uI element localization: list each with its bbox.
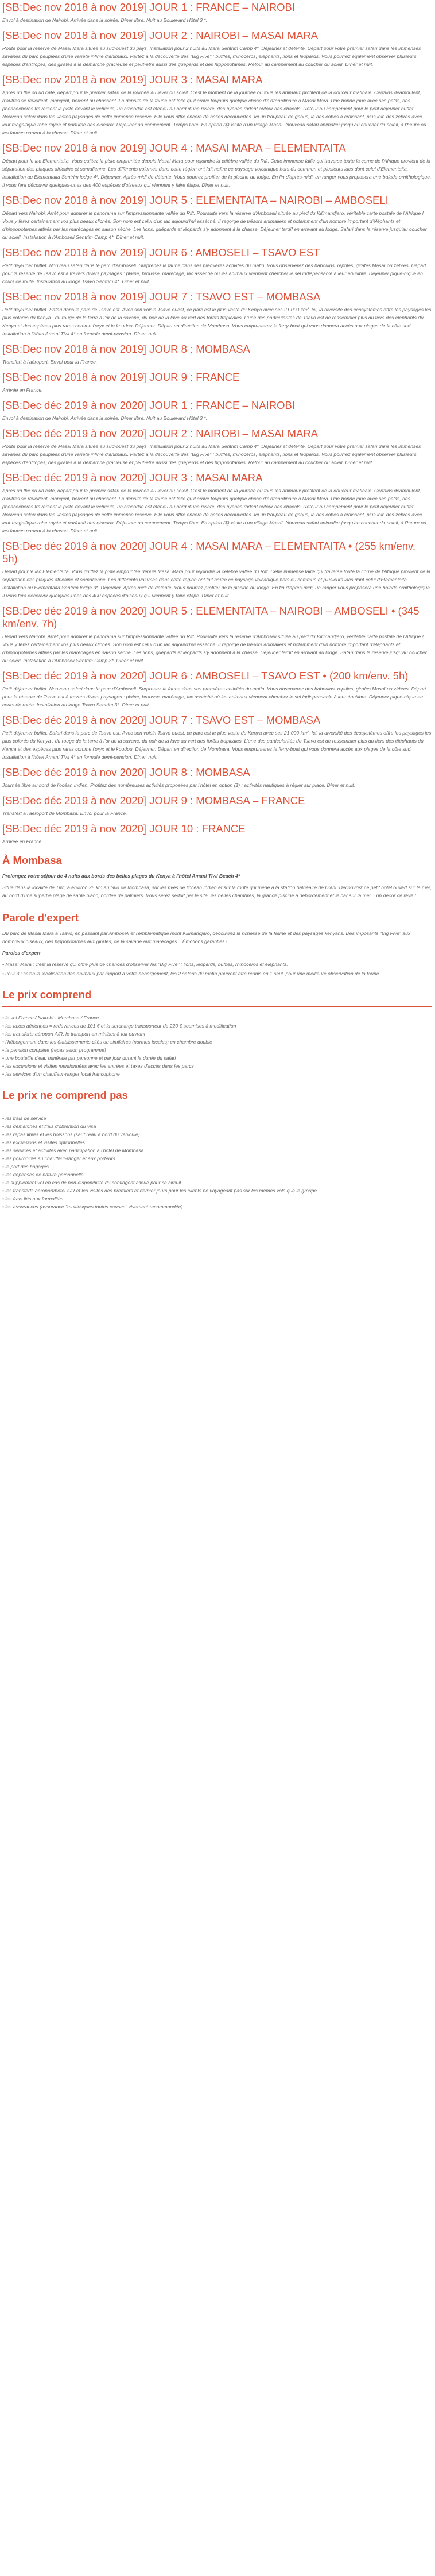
day-title: [SB:Dec nov 2018 à nov 2019] JOUR 2 : NAIROBI – MASAI MARA bbox=[2, 29, 319, 41]
expert-note-2: • Jour 3 : selon la localisation des animaux par rapport à votre hébergement, les 2 safaris du matin pourront être réunis en 1 seul, pour une meilleure observation de la faune. bbox=[2, 971, 380, 976]
day-title: [SB:Dec nov 2018 à nov 2019] JOUR 3 : MASAI MARA bbox=[2, 74, 263, 86]
day-section bbox=[2, 194, 432, 241]
day-title: [SB:Dec déc 2019 à nov 2020] JOUR 2 : NAIROBI – MASAI MARA bbox=[2, 427, 319, 439]
list-item: • les assurances (assurance "multirisques toutes causes" vivement recommandée) bbox=[2, 1203, 432, 1211]
expert-subheading-text: Paroles d'expert bbox=[2, 950, 41, 956]
day-description: Départ vers Nairobi. Arrêt pour admirer le panorama sur l'impressionnante vallée du Rift. Poursuite vers la réserve d'Amboseli située au pied du Kilimandjaro, véritable carte postale de l'Afrique ! Vous y ferez certainement vos plus beaux clichés. Son nom est celui d'un lac aujourd'hui asséché. Il regorge de trésors animaliers et notamment d'un nombre important d'éléphants et d'hippopotames attirés par les marécages en saison sèche. Les lions, guépards et léopards s'y adonnent à la chasse. Déjeuner tardif en arrivant au lodge. Safari dans la réserve jusqu'au coucher du soleil. Installation à l'Amboseli Sentrim Camp 3*. Dîner et nuit. bbox=[2, 634, 427, 663]
day-section bbox=[2, 472, 432, 535]
day-section bbox=[2, 766, 432, 789]
day-description: Journée libre au bord de l'océan Indien. Profitez des nombreuses activités proposées par l'hôtel en option ($) : activités nautiques à régler sur place. Dîner et nuit. bbox=[2, 782, 355, 788]
mombasa-description: Situé dans la localité de Tiwi, à environ 25 km au Sud de Mombasa, sur les rives de l'océan Indien et sur la route qui mène à la station balnéaire de Diani. Découvrez ce petit hôtel ouvert sur la mer, au bord d'une superbe plage de sable blanc, bordée de palmiers. Vous serez séduit par le site, les belles chambres, la grande piscine à débordement et le bar sur la mer... un décor de rêve ! bbox=[2, 885, 432, 898]
day-section bbox=[2, 371, 432, 394]
day-title: [SB:Dec déc 2019 à nov 2020] JOUR 10 : FRANCE bbox=[2, 822, 246, 835]
day-section bbox=[2, 670, 432, 709]
day-title: [SB:Dec déc 2019 à nov 2020] JOUR 4 : MASAI MARA – ELEMENTAITA • (255 km/env. 5h) bbox=[2, 540, 416, 565]
day-description: Après un thé ou un café, départ pour le premier safari de la journée au lever du soleil. C'est le moment de la journée où tous les animaux profitent de la douceur matinale. Certains déambulent, d'autres se réveillent, mangent, boivent ou chassent. La densité de la faune est telle qu'il arrive toujours quelque chose d'extraordinaire à Masai Mara. Une bonne joue avec ses petits, des pheacochères traversent la piste devant le véhicule, un crocodile est étendu au bord d'une rivière, des hyènes rôdent autour des chacals. Retour au campement pour le petit déjeuner buffet. Nouveau safari dans les vastes paysages de cette immense réserve. Elle vous offre encore de belles découvertes. Ici un troupeau de gnous, là des cobes à croissant, plus loin des zèbres avec leur magnifique robe rayée et parfumé des oiseaux. Déjeuner au campement. Temps libre. En option ($) visite d'un village Masaï. Nouveau safari animalier jusqu'au coucher du soleil, à l'heure où les fauves partent à la chasse. Dîner et nuit. bbox=[2, 488, 426, 534]
included-divider bbox=[2, 1006, 432, 1007]
mombasa-intro bbox=[2, 872, 432, 880]
list-item: • les services et activités avec participation à l'hôtel de Mombasa bbox=[2, 1146, 432, 1154]
list-item: • le port des bagages bbox=[2, 1163, 432, 1171]
itinerary-2019-2020 bbox=[2, 399, 432, 845]
expert-note-1: • Masaï Mara : c'est la réserve qui offre plus de chances d'observer les "Big Five" : lions, léopards, buffles, rhinocéros et éléphants. bbox=[2, 961, 288, 967]
day-title: [SB:Dec déc 2019 à nov 2020] JOUR 5 : ELEMENTAITA – NAIROBI – AMBOSELI • (345 km/env. 7h) bbox=[2, 605, 420, 629]
day-section bbox=[2, 714, 432, 761]
list-item: • les pourboires au chauffeur-ranger et aux porteurs bbox=[2, 1154, 432, 1163]
day-description: Départ pour le lac Elementaita. Vous quittez la piste empruntée depuis Masai Mara pour rejoindre la célèbre vallée du Rift. Cette immense faille qui traverse toute la corne de l'Afrique provient de la séparation des plaques africaine et somalienne. Les différents volumes dans cette région ont fait naître ce paysage volcanique hors du commun et plusieurs lacs dont celui d'Elementaita. Installation au Elementaita Sentrim lodge 4*. Déjeuner. Après-midi de détente. Vous pourrez profiter de la piscine du lodge. En fin d'après-midi, un ranger vous proposera une balade ornithologique. Il vous fera découvrir quelques-unes des 400 espèces d'oiseaux qui viennent y faire étape. Dîner et nuit. bbox=[2, 158, 432, 188]
list-item: • les frais de service bbox=[2, 1114, 432, 1122]
day-title: [SB:Dec nov 2018 à nov 2019] JOUR 4 : MASAI MARA – ELEMENTAITA bbox=[2, 142, 346, 154]
list-item: • l'hébergement dans les établissements cités ou similaires (normes locales) en chambre double bbox=[2, 1038, 432, 1046]
expert-subheading bbox=[2, 949, 432, 957]
day-description: Transfert à l'aéroport. Envol pour la France. bbox=[2, 359, 98, 365]
day-section bbox=[2, 74, 432, 137]
itinerary-2018-2019 bbox=[2, 1, 432, 394]
day-section bbox=[2, 605, 432, 665]
day-section bbox=[2, 399, 432, 422]
list-item: • les transferts aéroport/hôtel A/R et les visites des premiers et dernier jours pour les clients ne voyageant pas sur les mêmes vols que le groupe bbox=[2, 1187, 432, 1195]
day-description: Petit déjeuner buffet. Safari dans le parc de Tsavo est. Avec son voisin Tsavo ouest, ce parc est le plus vaste du Kenya avec ses 21 000 km². Ici, la diversité des écosystèmes offre les paysages les plus colorés du Kenya : du rouge de la terre à l'or de la savane, du noir de la lave au vert des forêts tropicales. L'une des particularités de Tsavo est de ressembler plus du tiers des éléphants du Kenya et des espèces plus rares comme l'oryx et le koudou. Déjeuner. Départ en direction de Mombasa. Vous emprunterez le ferry-boat qui vous donnera accès aux plages de la côte sud. Installation à l'hôtel Amani Tiwi 4* en formule demi-pension. Dîner, nuit. bbox=[2, 730, 432, 760]
list-item: • les frais liés aux formalités bbox=[2, 1195, 432, 1203]
day-description: Transfert à l'aéroport de Mombasa. Envol pour la France. bbox=[2, 810, 127, 816]
excluded-title: Le prix ne comprend pas bbox=[2, 1089, 128, 1101]
list-item: • les excursions et visites optionnelles bbox=[2, 1138, 432, 1146]
day-title: [SB:Dec nov 2018 à nov 2019] JOUR 7 : TSAVO EST – MOMBASA bbox=[2, 291, 321, 303]
day-section bbox=[2, 427, 432, 466]
included-list bbox=[2, 1014, 432, 1078]
day-description: Après un thé ou un café, départ pour le premier safari de la journée au lever du soleil. C'est le moment de la journée où tous les animaux profitent de la douceur matinale. Certains déambulent, d'autres se réveillent, mangent, boivent ou chassent. La densité de la faune est telle qu'il arrive toujours quelque chose d'extraordinaire à Masai Mara. Une bonne joue avec ses petits, des pheacochères traversent la piste devant le véhicule, un crocodile est étendu au bord d'une rivière, des hyènes rôdent autour des chacals. Retour au campement pour le petit déjeuner buffet. Nouveau safari dans les vastes paysages de cette immense réserve. Elle vous offre encore de belles découvertes. Ici un troupeau de gnous, là des cobes à croissant, plus loin des zèbres avec leur magnifique robe rayée et parfumé des oiseaux. Déjeuner au campement. Temps libre. En option ($) visite d'un village Masaï. Nouveau safari animalier jusqu'au coucher du soleil, à l'heure où les fauves partent à la chasse. Dîner et nuit. bbox=[2, 90, 426, 136]
day-title: [SB:Dec nov 2018 à nov 2019] JOUR 1 : FRANCE – NAIROBI bbox=[2, 1, 295, 13]
day-title: [SB:Dec déc 2019 à nov 2020] JOUR 9 : MOMBASA – FRANCE bbox=[2, 794, 305, 806]
day-description: Petit déjeuner buffet. Safari dans le parc de Tsavo est. Avec son voisin Tsavo ouest, ce parc est le plus vaste du Kenya avec ses 21 000 km². Ici, la diversité des écosystèmes offre les paysages les plus colorés du Kenya : du rouge de la terre à l'or de la savane, du noir de la lave au vert des forêts tropicales. L'une des particularités de Tsavo est de ressembler plus du tiers des éléphants du Kenya et des espèces plus rares comme l'oryx et le koudou. Déjeuner. Départ en direction de Mombasa. Vous emprunterez le ferry-boat qui vous donnera accès aux plages de la côte sud. Installation à l'hôtel Amani Tiwi 4* en formule demi-pension. Dîner, nuit. bbox=[2, 307, 432, 337]
list-item: • une bouteille d'eau minérale par personne et par jour durant la durée du safari bbox=[2, 1054, 432, 1062]
expert-title: Parole d'expert bbox=[2, 912, 79, 924]
day-section bbox=[2, 142, 432, 189]
day-title: [SB:Dec déc 2019 à nov 2020] JOUR 7 : TSAVO EST – MOMBASA bbox=[2, 714, 321, 726]
list-item: • les taxes aériennes = redevances de 101 € et la surcharge transporteur de 220 € soumises à modification bbox=[2, 1022, 432, 1030]
day-title: [SB:Dec déc 2019 à nov 2020] JOUR 1 : FRANCE – NAIROBI bbox=[2, 399, 295, 411]
day-title: [SB:Dec nov 2018 à nov 2019] JOUR 8 : MOMBASA bbox=[2, 343, 250, 355]
day-description: Envol à destination de Nairobi. Arrivée dans la soirée. Dîner libre. Nuit au Boulevard Hôtel 3 *. bbox=[2, 17, 207, 23]
list-item: • la pension complète (repas selon programme) bbox=[2, 1046, 432, 1054]
day-section bbox=[2, 1, 432, 24]
list-item: • les excursions et visites mentionnées avec les entrées et taxes d'accès dans les parcs bbox=[2, 1062, 432, 1070]
day-title: [SB:Dec nov 2018 à nov 2019] JOUR 9 : FRANCE bbox=[2, 371, 240, 383]
excluded-section bbox=[2, 1088, 432, 1211]
day-section bbox=[2, 540, 432, 600]
expert-paragraph: Du parc de Masaï Mara à Tsavo, en passant par Amboseli et l'emblématique mont Kilimandjaro, découvrez la richesse de la faune et des paysages kenyans. Des imposants "Big Five" aux nombreux oiseaux, des hippopotames aux girafes, de la savane aux marécages... Émotions garanties ! bbox=[2, 930, 411, 944]
day-section bbox=[2, 794, 432, 817]
mombasa-intro-bold: Prolongez votre séjour de 4 nuits aux bords des belles plages du Kenya à l'hôtel Amani Tiwi Beach 4* bbox=[2, 873, 240, 879]
list-item: • les repas libres et les boissons (sauf l'eau à bord du véhicule) bbox=[2, 1130, 432, 1138]
mombasa-section bbox=[2, 853, 432, 899]
day-description: Route pour la réserve de Masai Mara située au sud-ouest du pays. Installation pour 2 nuits au Mara Sentrim Camp 4*. Déjeuner et détente. Départ pour votre premier safari dans les immenses savanes du parc peuplées d'une variété infinie d'animaux. Partez à la découverte des "Big Five" : buffles, rhinocéros, éléphants, lions et léopards. Vous pourrez également observer plusieurs espèces d'antilopes, des girafes à la démarche gracieuse et peut-être aussi des guépards et des hippopotames. Retour au campement au coucher du soleil. Dîner et nuit. bbox=[2, 443, 421, 465]
day-description: Envol à destination de Nairobi. Arrivée dans la soirée. Dîner libre. Nuit au Boulevard Hôtel 3 *. bbox=[2, 415, 207, 421]
day-description: Départ pour le lac Elementaita. Vous quittez la piste empruntée depuis Masai Mara pour rejoindre la célèbre vallée du Rift. Cette immense faille qui traverse toute la corne de l'Afrique provient de la séparation des plaques africaine et somalienne. Les différents volumes dans cette région ont fait naître ce paysage volcanique hors du commun et plusieurs lacs dont celui d'Elementaita. Installation au Elementaita Sentrim lodge 3*. Déjeuner. Après-midi de détente. Vous pourrez profiter de la piscine du lodge. En fin d'après-midi, un ranger vous proposera une balade ornithologique. Il vous fera découvrir quelques-unes des 400 espèces d'oiseaux qui viennent y faire étape. Dîner et nuit. bbox=[2, 569, 432, 598]
included-section bbox=[2, 988, 432, 1078]
day-title: [SB:Dec déc 2019 à nov 2020] JOUR 8 : MOMBASA bbox=[2, 766, 250, 778]
day-description: Petit déjeuner buffet. Nouveau safari dans le parc d'Amboseli. Surprenez la faune dans ses premières activités du matin. Vous observerez des babouins, reptiles, girafes Masaï ou zèbres. Départ pour la réserve de Tsavo est à travers divers paysages : plaine, brousse, marécage, lac asséché où les animaux viennent chercher le sel indispensable à leur équilibre. Déjeuner pique-nique en cours de route. Installation au lodge Tsavo Sentrim 3*. Dîner et nuit. bbox=[2, 686, 426, 708]
day-title: [SB:Dec nov 2018 à nov 2019] JOUR 5 : ELEMENTAITA – NAIROBI – AMBOSELI bbox=[2, 194, 389, 206]
included-title: Le prix comprend bbox=[2, 988, 92, 1001]
day-section bbox=[2, 822, 432, 845]
list-item: • les dépenses de nature personnelle bbox=[2, 1171, 432, 1179]
page bbox=[0, 0, 435, 1211]
list-item: • le supplément vol en cas de non-disponibilité du contingent alloué pour ce circuit bbox=[2, 1179, 432, 1187]
day-section bbox=[2, 29, 432, 68]
list-item: • les démarches et frais d'obtention du visa bbox=[2, 1122, 432, 1130]
day-description: Arrivée en France. bbox=[2, 387, 43, 393]
day-section bbox=[2, 343, 432, 366]
day-title: [SB:Dec déc 2019 à nov 2020] JOUR 3 : MASAI MARA bbox=[2, 472, 263, 484]
day-section bbox=[2, 291, 432, 338]
list-item: • les services d'un chauffeur-ranger local francophone bbox=[2, 1070, 432, 1078]
list-item: • les transferts aéroport A/R, le transport en minibus à toit ouvrant bbox=[2, 1030, 432, 1038]
day-description: Petit déjeuner buffet. Nouveau safari dans le parc d'Amboseli. Surprenez la faune dans ses premières activités du matin. Vous observerez des babouins, reptiles, girafes Masaï ou zèbres. Départ pour la réserve de Tsavo est à travers divers paysages : plaine, brousse, marécage, lac asséché où les animaux viennent chercher le sel indispensable à leur équilibre. Déjeuner pique-nique en cours de route. Installation au lodge Tsavo Sentrim 4*. Dîner et nuit. bbox=[2, 262, 426, 284]
day-title: [SB:Dec déc 2019 à nov 2020] JOUR 6 : AMBOSELI – TSAVO EST • (200 km/env. 5h) bbox=[2, 670, 409, 682]
day-title: [SB:Dec nov 2018 à nov 2019] JOUR 6 : AMBOSELI – TSAVO EST bbox=[2, 246, 320, 258]
excluded-list bbox=[2, 1114, 432, 1211]
day-description: Arrivée en France. bbox=[2, 839, 43, 844]
expert-section bbox=[2, 911, 432, 978]
day-section bbox=[2, 246, 432, 285]
day-description: Départ vers Nairobi. Arrêt pour admirer le panorama sur l'impressionnante vallée du Rift. Poursuite vers la réserve d'Amboseli située au pied du Kilimandjaro, véritable carte postale de l'Afrique ! Vous y ferez certainement vos plus beaux clichés. Son nom est celui d'un lac aujourd'hui asséché. Il regorge de trésors animaliers et notamment d'un nombre important d'éléphants et d'hippopotames attirés par les marécages en saison sèche. Les lions, guépards et léopards s'y adonnent à la chasse. Déjeuner tardif en arrivant au lodge. Safari dans la réserve jusqu'au coucher du soleil. Installation à l'Amboseli Sentrim Camp 4*. Dîner et nuit. bbox=[2, 210, 427, 240]
list-item: • le vol France / Nairobi - Mombasa / France bbox=[2, 1014, 432, 1022]
mombasa-title: À Mombasa bbox=[2, 854, 62, 866]
day-description: Route pour la réserve de Masai Mara située au sud-ouest du pays. Installation pour 2 nuits au Mara Sentrim Camp 4*. Déjeuner et détente. Départ pour votre premier safari dans les immenses savanes du parc peuplées d'une variété infinie d'animaux. Partez à la découverte des "Big Five" : buffles, rhinocéros, éléphants, lions et léopards. Vous pourrez également observer plusieurs espèces d'antilopes, des girafes à la démarche gracieuse et peut-être aussi des guépards et des hippopotames. Retour au campement au coucher du soleil. Dîner et nuit. bbox=[2, 45, 421, 67]
